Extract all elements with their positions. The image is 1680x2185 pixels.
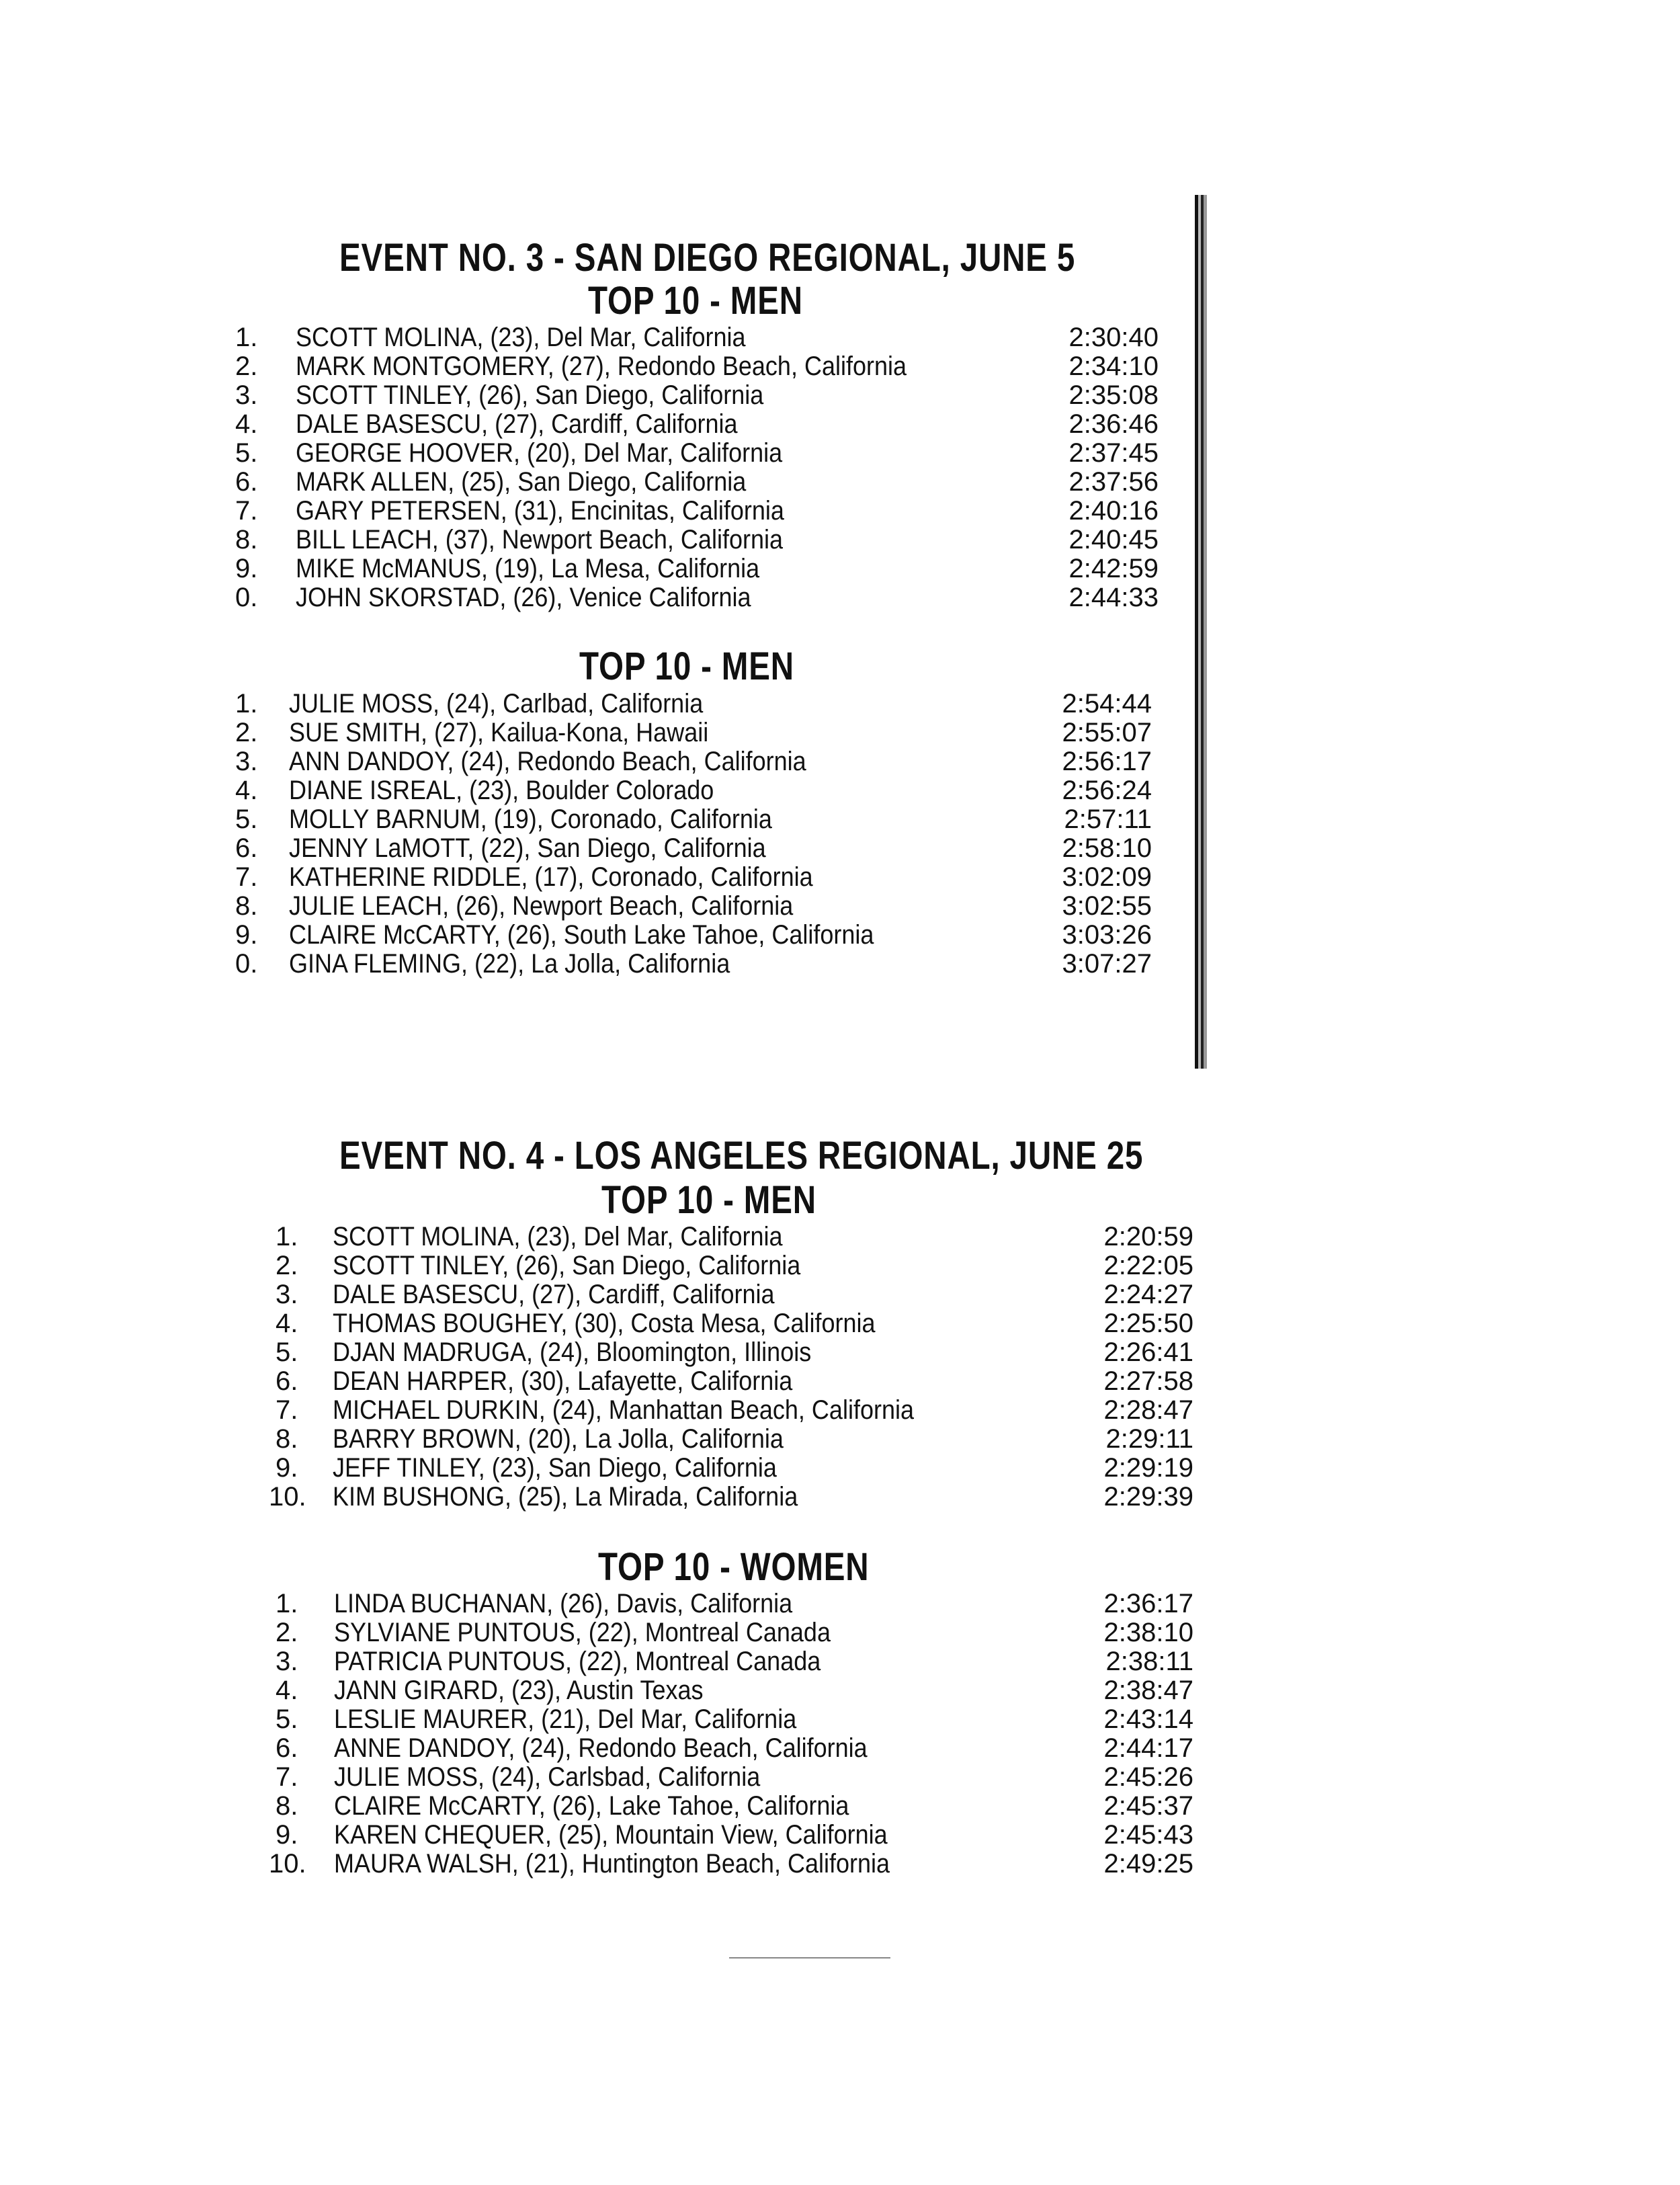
result-row — [0, 1280, 1680, 1309]
result-rank: 9. — [235, 920, 258, 950]
result-row — [0, 1647, 1680, 1676]
event-title: EVENT NO. 3 - SAN DIEGO REGIONAL, JUNE 5 — [339, 236, 1076, 280]
result-row — [0, 1704, 1680, 1734]
result-rank: 1. — [235, 689, 258, 718]
result-athlete: THOMAS BOUGHEY, (30), Costa Mesa, California — [333, 1309, 876, 1338]
result-athlete: JULIE LEACH, (26), Newport Beach, California — [289, 891, 794, 921]
result-athlete: KIM BUSHONG, (25), La Mirada, California — [333, 1482, 798, 1512]
result-row — [0, 1395, 1680, 1425]
result-time: 2:29:11 — [1105, 1424, 1193, 1454]
result-athlete: MICHAEL DURKIN, (24), Manhattan Beach, California — [333, 1395, 915, 1425]
result-rank: 5. — [235, 438, 258, 468]
result-athlete: JENNY LaMOTT, (22), San Diego, California — [289, 833, 766, 863]
bottom-rule — [729, 1957, 890, 1959]
group-title: TOP 10 - WOMEN — [598, 1545, 870, 1589]
result-athlete: ANNE DANDOY, (24), Redondo Beach, California — [334, 1733, 868, 1763]
result-row — [0, 1618, 1680, 1647]
result-athlete: LINDA BUCHANAN, (26), Davis, California — [334, 1589, 793, 1618]
result-athlete: DEAN HARPER, (30), Lafayette, California — [333, 1366, 793, 1396]
result-athlete: CLAIRE McCARTY, (26), Lake Tahoe, California — [334, 1791, 849, 1821]
result-athlete: MARK ALLEN, (25), San Diego, California — [296, 467, 747, 497]
event-title: EVENT NO. 4 - LOS ANGELES REGIONAL, JUNE 25 — [339, 1134, 1144, 1178]
result-time: 2:38:11 — [1105, 1647, 1193, 1676]
result-rank: 8. — [276, 1424, 298, 1454]
result-athlete: GINA FLEMING, (22), La Jolla, California — [289, 949, 730, 979]
result-row — [0, 1762, 1680, 1792]
result-row — [0, 776, 1680, 805]
result-athlete: DIANE ISREAL, (23), Boulder Colorado — [289, 776, 714, 805]
result-row — [0, 1309, 1680, 1338]
result-athlete: GEORGE HOOVER, (20), Del Mar, California — [296, 438, 783, 468]
result-row — [0, 1424, 1680, 1454]
result-rank: 5. — [276, 1337, 298, 1367]
result-athlete: JEFF TINLEY, (23), San Diego, California — [333, 1453, 777, 1483]
result-time: 2:20:59 — [1103, 1222, 1193, 1251]
result-athlete: SCOTT MOLINA, (23), Del Mar, California — [333, 1222, 783, 1251]
result-rank: 3. — [235, 747, 258, 776]
group-title: TOP 10 - MEN — [601, 1178, 816, 1222]
result-athlete: DALE BASESCU, (27), Cardiff, California — [333, 1280, 775, 1309]
result-time: 2:40:16 — [1068, 496, 1159, 526]
result-rank: 2. — [235, 352, 258, 381]
result-rank: 7. — [276, 1395, 298, 1425]
result-time: 2:49:25 — [1103, 1849, 1193, 1879]
result-athlete: DJAN MADRUGA, (24), Bloomington, Illinois — [333, 1337, 812, 1367]
result-rank: 6. — [235, 833, 258, 863]
result-time: 2:56:24 — [1062, 776, 1152, 805]
result-rank: 8. — [235, 525, 258, 554]
result-time: 2:29:19 — [1103, 1453, 1193, 1483]
result-rank: 3. — [276, 1647, 298, 1676]
result-row — [0, 409, 1680, 439]
result-time: 2:42:59 — [1068, 554, 1159, 583]
result-row — [0, 689, 1680, 718]
result-rank: 0. — [235, 949, 258, 979]
result-rank: 3. — [276, 1280, 298, 1309]
result-time: 2:25:50 — [1103, 1309, 1193, 1338]
result-athlete: PATRICIA PUNTOUS, (22), Montreal Canada — [334, 1647, 821, 1676]
group-title: TOP 10 - MEN — [588, 279, 803, 323]
result-time: 2:35:08 — [1068, 380, 1159, 410]
result-row — [0, 1589, 1680, 1618]
result-time: 2:36:17 — [1103, 1589, 1193, 1618]
result-rank: 6. — [276, 1366, 298, 1396]
result-time: 2:34:10 — [1068, 352, 1159, 381]
result-time: 3:02:55 — [1062, 891, 1152, 921]
result-rank: 8. — [235, 891, 258, 921]
result-rank: 4. — [276, 1309, 298, 1338]
result-rank: 10. — [269, 1849, 306, 1879]
result-athlete: SCOTT TINLEY, (26), San Diego, California — [333, 1251, 801, 1280]
result-time: 2:27:58 — [1103, 1366, 1193, 1396]
result-time: 2:37:45 — [1068, 438, 1159, 468]
result-row — [0, 862, 1680, 892]
result-rank: 10. — [269, 1482, 306, 1512]
result-row — [0, 805, 1680, 834]
result-row — [0, 1733, 1680, 1763]
result-rank: 2. — [276, 1251, 298, 1280]
result-time: 2:38:10 — [1103, 1618, 1193, 1647]
result-time: 2:37:56 — [1068, 467, 1159, 497]
result-rank: 5. — [276, 1704, 298, 1734]
result-row — [0, 1820, 1680, 1850]
result-time: 3:07:27 — [1062, 949, 1152, 979]
result-rank: 4. — [235, 409, 258, 439]
result-time: 2:45:43 — [1103, 1820, 1193, 1850]
result-athlete: MOLLY BARNUM, (19), Coronado, California — [289, 805, 772, 834]
result-row — [0, 718, 1680, 747]
result-row — [0, 467, 1680, 497]
result-time: 2:57:11 — [1064, 805, 1152, 834]
result-rank: 1. — [276, 1222, 298, 1251]
result-rank: 2. — [235, 718, 258, 747]
result-row — [0, 1676, 1680, 1705]
result-rank: 1. — [235, 323, 258, 352]
result-row — [0, 920, 1680, 950]
result-rank: 2. — [276, 1618, 298, 1647]
result-row — [0, 380, 1680, 410]
result-athlete: LESLIE MAURER, (21), Del Mar, California — [334, 1704, 797, 1734]
result-rank: 7. — [276, 1762, 298, 1792]
result-athlete: JANN GIRARD, (23), Austin Texas — [334, 1676, 704, 1705]
result-row — [0, 833, 1680, 863]
result-rank: 3. — [235, 380, 258, 410]
result-time: 2:26:41 — [1103, 1337, 1193, 1367]
result-time: 2:45:37 — [1103, 1791, 1193, 1821]
result-row — [0, 891, 1680, 921]
result-rank: 8. — [276, 1791, 298, 1821]
result-row — [0, 496, 1680, 526]
result-athlete: SYLVIANE PUNTOUS, (22), Montreal Canada — [334, 1618, 831, 1647]
result-row — [0, 1251, 1680, 1280]
result-time: 2:56:17 — [1062, 747, 1152, 776]
result-athlete: BARRY BROWN, (20), La Jolla, California — [333, 1424, 784, 1454]
result-row — [0, 438, 1680, 468]
result-row — [0, 1222, 1680, 1251]
result-athlete: SUE SMITH, (27), Kailua-Kona, Hawaii — [289, 718, 709, 747]
result-time: 2:54:44 — [1062, 689, 1152, 718]
result-athlete: ANN DANDOY, (24), Redondo Beach, California — [289, 747, 806, 776]
result-time: 2:38:47 — [1103, 1676, 1193, 1705]
result-athlete: JULIE MOSS, (24), Carlsbad, California — [334, 1762, 761, 1792]
result-time: 2:45:26 — [1103, 1762, 1193, 1792]
result-rank: 9. — [235, 554, 258, 583]
result-athlete: KATHERINE RIDDLE, (17), Coronado, California — [289, 862, 813, 892]
result-rank: 7. — [235, 496, 258, 526]
result-time: 2:30:40 — [1068, 323, 1159, 352]
result-time: 2:44:17 — [1103, 1733, 1193, 1763]
result-athlete: SCOTT TINLEY, (26), San Diego, California — [296, 380, 764, 410]
result-row — [0, 949, 1680, 979]
result-row — [0, 554, 1680, 583]
result-time: 2:22:05 — [1103, 1251, 1193, 1280]
result-athlete: KAREN CHEQUER, (25), Mountain View, California — [334, 1820, 888, 1850]
result-row — [0, 1366, 1680, 1396]
result-athlete: DALE BASESCU, (27), Cardiff, California — [296, 409, 738, 439]
result-row — [0, 1482, 1680, 1512]
result-athlete: BILL LEACH, (37), Newport Beach, California — [296, 525, 783, 554]
result-rank: 9. — [276, 1820, 298, 1850]
result-time: 2:36:46 — [1068, 409, 1159, 439]
result-athlete: MIKE McMANUS, (19), La Mesa, California — [296, 554, 760, 583]
result-athlete: JOHN SKORSTAD, (26), Venice California — [296, 583, 751, 612]
result-athlete: GARY PETERSEN, (31), Encinitas, California — [296, 496, 784, 526]
result-row — [0, 525, 1680, 554]
result-athlete: CLAIRE McCARTY, (26), South Lake Tahoe, California — [289, 920, 874, 950]
result-rank: 1. — [276, 1589, 298, 1618]
result-time: 2:24:27 — [1103, 1280, 1193, 1309]
result-athlete: MAURA WALSH, (21), Huntington Beach, California — [334, 1849, 890, 1879]
result-row — [0, 583, 1680, 612]
result-row — [0, 747, 1680, 776]
result-athlete: JULIE MOSS, (24), Carlbad, California — [289, 689, 704, 718]
result-rank: 5. — [235, 805, 258, 834]
result-time: 3:02:09 — [1062, 862, 1152, 892]
result-time: 2:29:39 — [1103, 1482, 1193, 1512]
result-time: 2:28:47 — [1103, 1395, 1193, 1425]
result-athlete: SCOTT MOLINA, (23), Del Mar, California — [296, 323, 746, 352]
result-rank: 0. — [235, 583, 258, 612]
result-time: 2:58:10 — [1062, 833, 1152, 863]
result-rank: 9. — [276, 1453, 298, 1483]
result-row — [0, 352, 1680, 381]
result-row — [0, 1791, 1680, 1821]
result-row — [0, 1337, 1680, 1367]
group-title: TOP 10 - MEN — [579, 645, 794, 688]
result-time: 3:03:26 — [1062, 920, 1152, 950]
result-rank: 7. — [235, 862, 258, 892]
result-time: 2:40:45 — [1068, 525, 1159, 554]
result-row — [0, 1453, 1680, 1483]
result-rank: 6. — [235, 467, 258, 497]
result-row — [0, 1849, 1680, 1879]
result-rank: 6. — [276, 1733, 298, 1763]
result-time: 2:44:33 — [1068, 583, 1159, 612]
result-row — [0, 323, 1680, 352]
result-rank: 4. — [276, 1676, 298, 1705]
result-athlete: MARK MONTGOMERY, (27), Redondo Beach, California — [296, 352, 907, 381]
result-time: 2:55:07 — [1062, 718, 1152, 747]
result-time: 2:43:14 — [1103, 1704, 1193, 1734]
result-rank: 4. — [235, 776, 258, 805]
